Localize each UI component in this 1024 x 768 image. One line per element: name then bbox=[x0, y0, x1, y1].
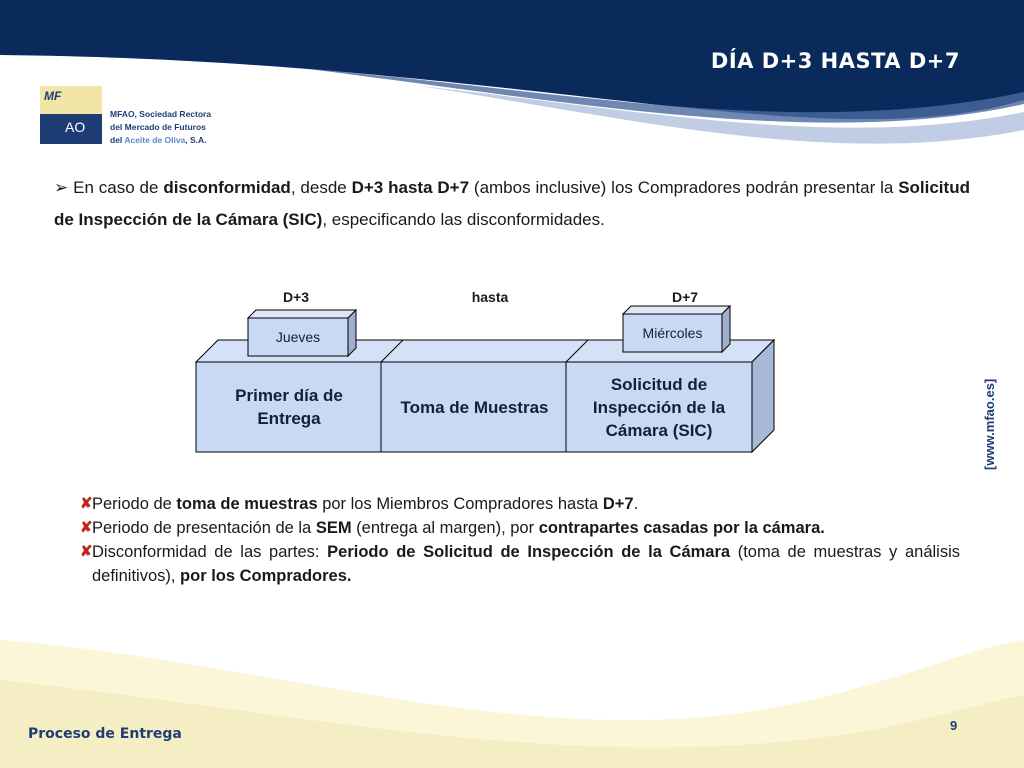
box-toma-muestras: Toma de Muestras bbox=[400, 397, 549, 417]
box-primer-dia: Primer día de Entrega bbox=[235, 386, 343, 428]
tab-jueves: Jueves bbox=[275, 329, 321, 345]
intro-paragraph: ➢ En caso de disconformidad, desde D+3 hasta D+7 (ambos inclusive) los Compradores podrán presentar la Solicitud de Inspección de la Cámara (SIC), especificando las disconformidades. bbox=[54, 178, 970, 229]
label-d3: D+3 bbox=[282, 289, 310, 305]
footer-wave bbox=[0, 600, 1024, 768]
arrow-bullet-icon: ➢ bbox=[54, 178, 69, 197]
footer-section-name: Proceso de Entrega bbox=[28, 726, 182, 742]
logo-line-3: del Aceite de Oliva, S.A. bbox=[110, 135, 207, 145]
logo-mark-top: MF bbox=[44, 89, 62, 103]
cross-bullet-icon: ✘ bbox=[80, 495, 93, 512]
website-link[interactable]: [www.mfao.es] bbox=[982, 378, 997, 470]
box-solicitud-sic: Solicitud de Inspección de la Cámara (SIC) bbox=[592, 374, 726, 440]
tab-miercoles: Miércoles bbox=[642, 325, 703, 341]
bullet-list bbox=[76, 492, 960, 588]
bullet-item: ✘ Periodo de toma de muestras por los Miembros Compradores hasta D+7. bbox=[76, 492, 960, 516]
logo-line-1: MFAO, Sociedad Rectora bbox=[110, 109, 212, 119]
logo-line-2: del Mercado de Futuros bbox=[110, 122, 206, 132]
label-hasta: hasta bbox=[471, 289, 509, 305]
cross-bullet-icon: ✘ bbox=[80, 543, 93, 560]
cross-bullet-icon: ✘ bbox=[80, 519, 93, 536]
bullet-item: ✘ Periodo de presentación de la SEM (entrega al margen), por contrapartes casadas por la cámara. bbox=[76, 516, 960, 540]
slide-title: DÍA D+3 HASTA D+7 bbox=[710, 49, 960, 73]
bullet-item: ✘ Disconformidad de las partes: Periodo de Solicitud de Inspección de la Cámara (toma de muestras y análisis definitivos), por los Compradores. bbox=[76, 540, 960, 588]
page-number: 9 bbox=[950, 718, 958, 733]
label-d7: D+7 bbox=[671, 289, 699, 305]
logo-mark-bottom: AO bbox=[65, 119, 86, 135]
